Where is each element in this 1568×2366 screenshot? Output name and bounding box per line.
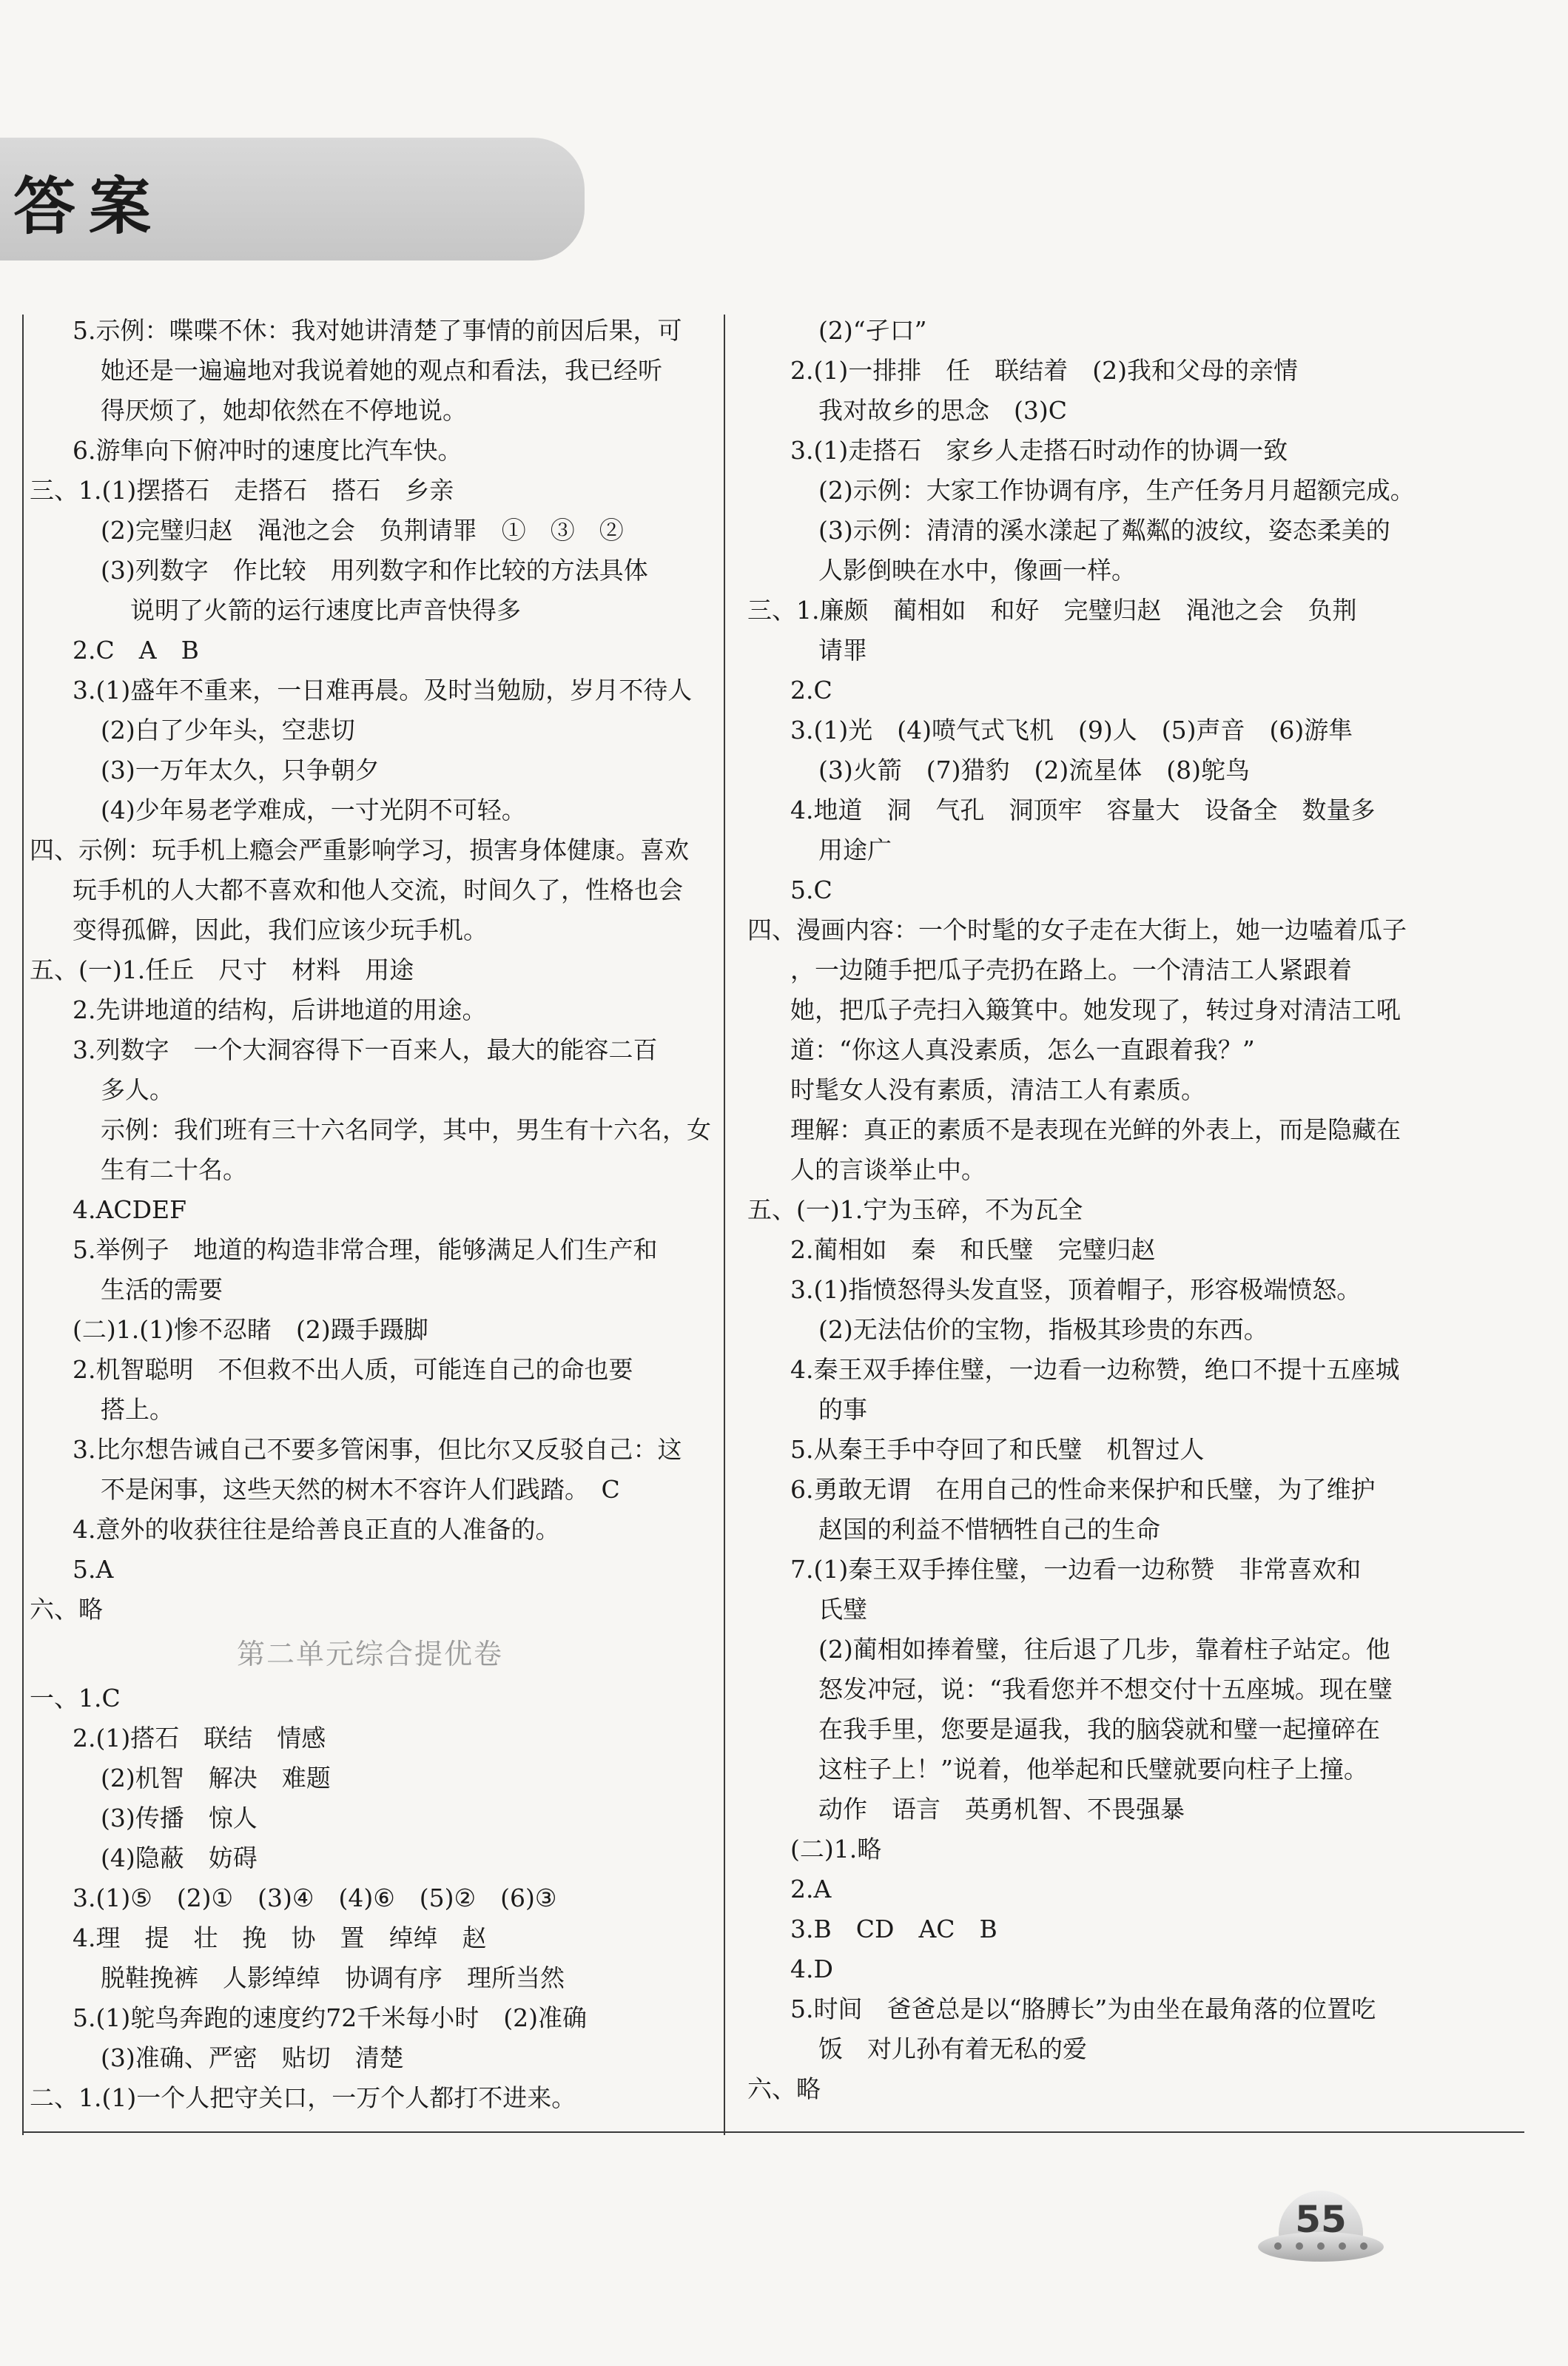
answer-line: 六、略	[30, 1595, 103, 1624]
answer-line: 示例：我们班有三十六名同学，其中，男生有十六名，女	[101, 1115, 711, 1144]
answer-line: 变得孤僻，因此，我们应该少玩手机。	[73, 915, 488, 944]
answer-line: 她，把瓜子壳扫入簸箕中。她发现了，转过身对清洁工吼	[790, 995, 1401, 1024]
answer-line: (4)少年易老学难成，一寸光阴不可轻。	[101, 796, 526, 824]
answer-line: 5.举例子 地道的构造非常合理，能够满足人们生产和	[73, 1235, 658, 1264]
answer-line: (2)白了少年头，空悲切	[101, 716, 355, 745]
answer-line: 3.比尔想告诫自己不要多管闲事，但比尔又反驳自己：这	[73, 1435, 682, 1464]
answer-line: 三、1.(1)摆搭石 走搭石 搭石 乡亲	[30, 476, 454, 505]
answer-line: 的事	[818, 1395, 867, 1424]
answer-line: 多人。	[101, 1075, 174, 1104]
answer-line: 请罪	[818, 636, 867, 665]
answer-line: (2)示例：大家工作协调有序，生产任务月月超额完成。	[818, 476, 1415, 505]
section-heading: 第二单元综合提优卷	[236, 1638, 503, 1670]
answer-line: 玩手机的人大都不喜欢和他人交流，时间久了，性格也会	[73, 876, 683, 904]
ufo-lights-icon	[1274, 2242, 1367, 2251]
bottom-rule	[22, 2131, 1524, 2133]
answer-line: 3.(1)⑤ (2)① (3)④ (4)⑥ (5)② (6)③	[73, 1883, 557, 1912]
answer-line: 5.示例：喋喋不休：我对她讲清楚了事情的前因后果，可	[73, 316, 682, 345]
answer-line: 在我手里，您要是逼我，我的脑袋就和璧一起撞碎在	[818, 1715, 1380, 1744]
answer-line: 不是闲事，这些天然的树木不容许人们践踏。 C	[101, 1475, 620, 1504]
answer-line: 5.(1)鸵鸟奔跑的速度约72千米每小时 (2)准确	[73, 2003, 587, 2032]
answer-line: 5.时间 爸爸总是以“胳膊长”为由坐在最角落的位置吃	[790, 1994, 1376, 2023]
answer-line: (4)隐蔽 妨碍	[101, 1844, 258, 1872]
answer-line: (3)准确、严密 贴切 清楚	[101, 2043, 404, 2072]
page-number: 55	[1295, 2198, 1347, 2241]
answer-line: (3)传播 惊人	[101, 1804, 258, 1832]
answer-line: 3.(1)走搭石 家乡人走搭石时动作的协调一致	[790, 436, 1288, 465]
answer-line: (2)蔺相如捧着璧，往后退了几步，靠着柱子站定。他	[818, 1635, 1390, 1664]
answer-line: (二)1.(1)惨不忍睹 (2)蹑手蹑脚	[73, 1315, 428, 1344]
answer-line: 一、1.C	[30, 1684, 121, 1713]
answer-line: 这柱子上！”说着，他举起和氏璧就要向柱子上撞。	[818, 1755, 1368, 1784]
answer-line: 3.列数字 一个大洞容得下一百来人，最大的能容二百	[73, 1035, 658, 1064]
answer-line: 6.游隼向下俯冲时的速度比汽车快。	[73, 436, 462, 465]
answer-line: 4.理 提 壮 挽 协 置 绰绰 赵	[73, 1923, 487, 1952]
answer-line: 氏璧	[818, 1595, 867, 1624]
answer-line: 7.(1)秦王双手捧住璧，一边看一边称赞 非常喜欢和	[790, 1555, 1362, 1584]
answer-line: 用途广	[818, 836, 892, 864]
answer-line: 2.(1)搭石 联结 情感	[73, 1724, 326, 1752]
left-border-line	[22, 315, 24, 2135]
answer-line: 怒发冲冠，说：“我看您并不想交付十五座城。现在璧	[818, 1675, 1393, 1704]
answer-line: 道：“你这人真没素质，怎么一直跟着我？”	[790, 1035, 1255, 1064]
answer-line: 动作 语言 英勇机智、不畏强暴	[818, 1795, 1185, 1824]
answer-line: 2.C A B	[73, 636, 199, 665]
answer-line: 赵国的利益不惜牺牲自己的生命	[818, 1515, 1160, 1544]
answer-line: 4.地道 洞 气孔 洞顶牢 容量大 设备全 数量多	[790, 796, 1376, 824]
answer-line: 3.(1)光 (4)喷气式飞机 (9)人 (5)声音 (6)游隼	[790, 716, 1353, 745]
answer-line: 她还是一遍遍地对我说着她的观点和看法，我已经听	[101, 356, 662, 385]
answer-line: 2.A	[790, 1875, 832, 1903]
answer-line: (2)机智 解决 难题	[101, 1764, 331, 1792]
answer-line: 人影倒映在水中，像画一样。	[818, 556, 1136, 585]
answer-line: 2.C	[790, 676, 832, 705]
answer-line: 二、1.(1)一个人把守关口，一万个人都打不进来。	[30, 2083, 576, 2112]
answer-line: 人的言谈举止中。	[790, 1155, 986, 1184]
answer-line: (2)完璧归赵 渑池之会 负荆请罪 ① ③ ②	[101, 516, 624, 545]
column-divider	[724, 315, 725, 2135]
answer-line: (3)一万年太久，只争朝夕	[101, 756, 380, 784]
answer-line: 五、(一)1.任丘 尺寸 材料 用途	[30, 955, 414, 984]
answer-line: 五、(一)1.宁为玉碎，不为瓦全	[747, 1195, 1083, 1224]
answer-line: 2.机智聪明 不但救不出人质，可能连自己的命也要	[73, 1355, 633, 1384]
answer-line: 三、1.廉颇 蔺相如 和好 完璧归赵 渑池之会 负荆	[747, 596, 1357, 625]
answer-line: 我对故乡的思念 (3)C	[818, 396, 1067, 425]
answer-line: 3.B CD AC B	[790, 1915, 997, 1943]
answer-line: (3)示例：清清的溪水漾起了粼粼的波纹，姿态柔美的	[818, 516, 1390, 545]
answer-line: 说明了火箭的运行速度比声音快得多	[130, 596, 521, 625]
answer-line: (3)火箭 (7)猎豹 (2)流星体 (8)鸵鸟	[818, 756, 1250, 784]
answer-line: 2.蔺相如 秦 和氏璧 完璧归赵	[790, 1235, 1156, 1264]
answer-line: ，一边随手把瓜子壳扔在路上。一个清洁工人紧跟着	[790, 955, 1352, 984]
answer-line: 六、略	[747, 2074, 821, 2103]
answer-line: 4.秦王双手捧住璧，一边看一边称赞，绝口不提十五座城	[790, 1355, 1400, 1384]
left-answer-column	[30, 311, 710, 2118]
answer-line: 生有二十名。	[101, 1155, 247, 1184]
answer-line: (二)1.略	[790, 1835, 882, 1863]
answer-line: 3.(1)盛年不重来，一日难再晨。及时当勉励，岁月不待人	[73, 676, 693, 705]
page-title: 答案	[13, 170, 165, 243]
answer-line: (2)“孑口”	[818, 316, 927, 345]
answer-line: 5.从秦王手中夺回了和氏璧 机智过人	[790, 1435, 1205, 1464]
answer-line: 5.A	[73, 1555, 114, 1584]
answer-line: 6.勇敢无谓 在用自己的性命来保护和氏璧，为了维护	[790, 1475, 1376, 1504]
answer-line: 脱鞋挽裤 人影绰绰 协调有序 理所当然	[101, 1963, 565, 1992]
answer-line: (3)列数字 作比较 用列数字和作比较的方法具体	[101, 556, 648, 585]
answer-line: 饭 对儿孙有着无私的爱	[818, 2034, 1087, 2063]
answer-line: 5.C	[790, 876, 832, 904]
answer-line: (2)无法估价的宝物，指极其珍贵的东西。	[818, 1315, 1268, 1344]
answer-line: 得厌烦了，她却依然在不停地说。	[101, 396, 467, 425]
answer-line: 搭上。	[101, 1395, 174, 1424]
answer-line: 4.意外的收获往往是给善良正直的人准备的。	[73, 1515, 560, 1544]
answer-line: 2.(1)一排排 任 联结着 (2)我和父母的亲情	[790, 356, 1298, 385]
answer-line: 4.ACDEF	[73, 1195, 187, 1224]
answer-line: 2.先讲地道的结构，后讲地道的用途。	[73, 995, 487, 1024]
answer-line: 时髦女人没有素质，清洁工人有素质。	[790, 1075, 1205, 1104]
answer-line: 理解：真正的素质不是表现在光鲜的外表上，而是隐藏在	[790, 1115, 1401, 1144]
right-answer-column	[747, 311, 1517, 2109]
answer-line: 四、漫画内容：一个时髦的女子走在大街上，她一边嗑着瓜子	[747, 915, 1407, 944]
answer-line: 四、示例：玩手机上瘾会严重影响学习，损害身体健康。喜欢	[30, 836, 689, 864]
page-number-badge	[1258, 2191, 1384, 2272]
answer-line: 生活的需要	[101, 1275, 223, 1304]
answer-line: 3.(1)指愤怒得头发直竖，顶着帽子，形容极端愤怒。	[790, 1275, 1362, 1304]
answer-line: 4.D	[790, 1955, 833, 1983]
